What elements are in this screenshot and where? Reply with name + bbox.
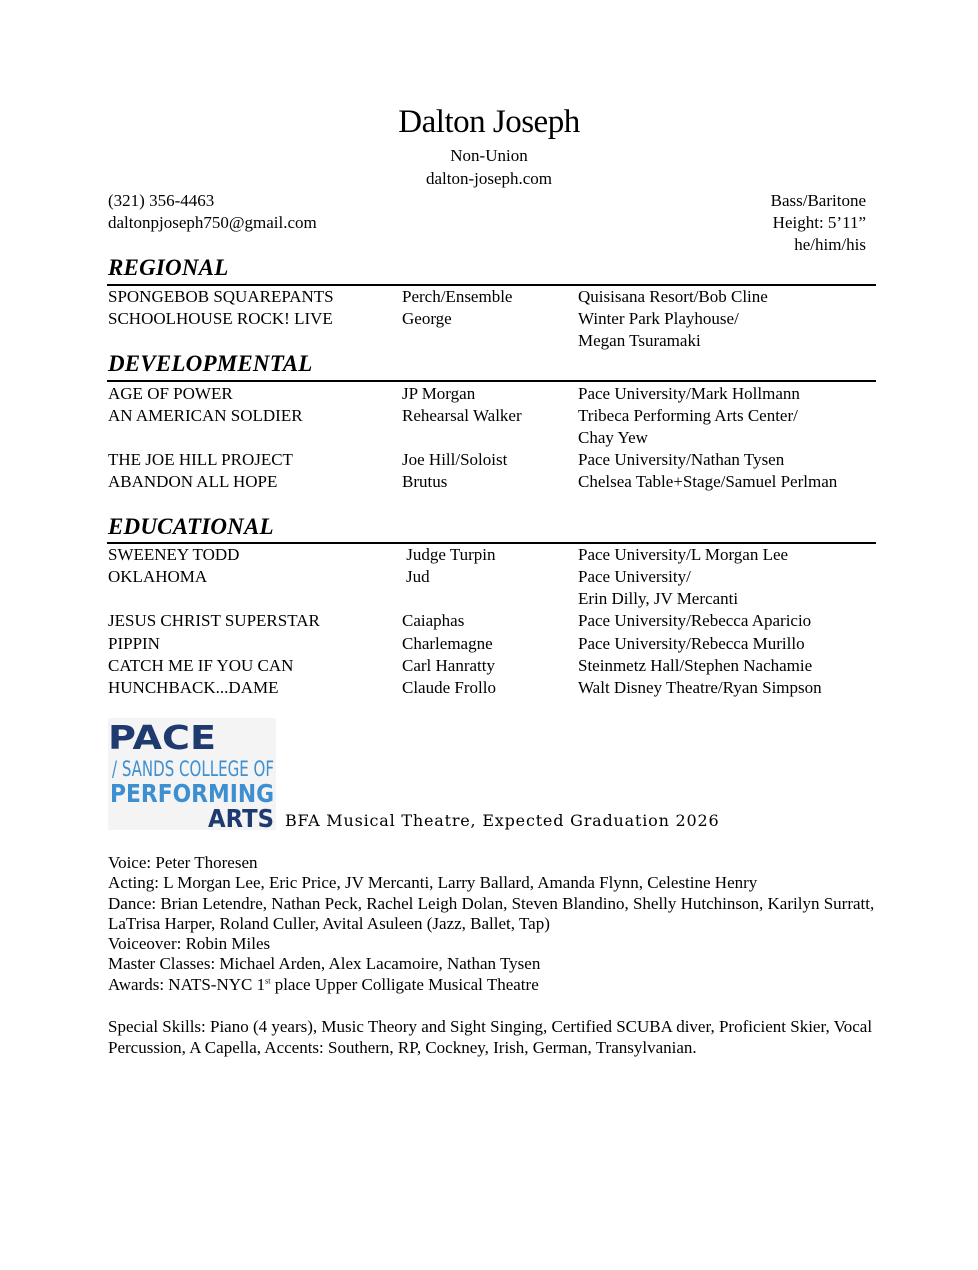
degree-line: BFA Musical Theatre, Expected Graduation 2026 <box>285 811 720 830</box>
credit-show: AN AMERICAN SOLDIER <box>108 406 303 425</box>
credit-venue: Pace University/Mark Hollmann <box>578 384 800 403</box>
credit-show: OKLAHOMA <box>108 567 208 586</box>
credit-venue-continued: Erin Dilly, JV Mercanti <box>578 589 739 608</box>
website: dalton-joseph.com <box>425 169 553 188</box>
training-block <box>108 853 878 995</box>
credit-role: Perch/Ensemble <box>402 287 513 306</box>
training-voice: Voice: Peter Thoresen <box>108 853 258 872</box>
phone: (321) 356-4463 <box>108 191 215 210</box>
logo-line-arts: ARTS <box>208 804 274 833</box>
credit-venue: Pace University/Rebecca Aparicio <box>578 611 812 630</box>
section-title-educational: EDUCATIONAL <box>108 514 274 539</box>
credit-venue: Walt Disney Theatre/Ryan Simpson <box>578 678 822 697</box>
pace-sands-logo <box>108 718 276 833</box>
contact-left <box>108 190 317 234</box>
section-title-regional: REGIONAL <box>108 255 229 280</box>
training-master-classes: Master Classes: Michael Arden, Alex Lacamoire, Nathan Tysen <box>108 954 541 974</box>
pronouns: he/him/his <box>794 235 866 254</box>
credit-show: JESUS CHRIST SUPERSTAR <box>108 611 320 630</box>
credit-role: Carl Hanratty <box>402 656 495 675</box>
credit-venue: Pace University/ <box>578 567 691 586</box>
credit-venue: Pace University/Rebecca Murillo <box>578 634 805 653</box>
credit-show: PIPPIN <box>108 634 160 653</box>
credit-venue-continued: Megan Tsuramaki <box>578 331 701 350</box>
awards-suffix: place Upper Colligate Musical Theatre <box>270 974 539 994</box>
credit-show: THE JOE HILL PROJECT <box>108 450 293 469</box>
section-title-developmental: DEVELOPMENTAL <box>108 351 313 376</box>
logo-line-sands: / SANDS COLLEGE OF <box>112 757 274 781</box>
email: daltonpjoseph750@gmail.com <box>108 213 317 232</box>
credit-show: SPONGEBOB SQUAREPANTS <box>108 287 334 306</box>
performer-name: Dalton Joseph <box>398 104 580 140</box>
credit-venue: Winter Park Playhouse/ <box>578 309 739 328</box>
credit-role: Brutus <box>402 472 448 491</box>
credit-role: Caiaphas <box>402 611 465 630</box>
training-dance: Dance: Brian Letendre, Nathan Peck, Rachel Leigh Dolan, Steven Blandino, Shelly Hutchinson, Karilyn Surratt, LaTrisa Harper, Roland Culler, Avital Asuleen (Jazz, Ballet, Tap) <box>108 893 875 933</box>
credit-show: AGE OF POWER <box>108 384 233 403</box>
awards-prefix: Awards: NATS-NYC 1 <box>108 974 266 994</box>
credit-venue: Steinmetz Hall/Stephen Nachamie <box>578 656 813 675</box>
training-acting: Acting: L Morgan Lee, Eric Price, JV Mercanti, Larry Ballard, Amanda Flynn, Celestine Henry <box>108 873 758 893</box>
credit-venue: Pace University/L Morgan Lee <box>578 545 789 564</box>
contact-right <box>771 190 866 256</box>
special-skills: Special Skills: Piano (4 years), Music Theory and Sight Singing, Certified SCUBA diver, Proficient Skier, Vocal Percussion, A Capella, Accents: Southern, RP, Cockney, Irish, German, Transylvanian. <box>108 1017 873 1057</box>
credit-role: George <box>402 309 452 328</box>
union-status: Non-Union <box>450 146 528 165</box>
credit-role: Rehearsal Walker <box>402 406 522 425</box>
credit-role: Jud <box>406 567 430 586</box>
awards-ordinal: st <box>265 976 271 986</box>
credit-role: Judge Turpin <box>402 545 496 564</box>
credit-venue: Tribeca Performing Arts Center/ <box>578 406 798 425</box>
credit-venue-continued: Chay Yew <box>578 428 648 447</box>
voice-type: Bass/Baritone <box>770 191 866 210</box>
section-divider <box>107 380 876 382</box>
credit-role: Claude Frollo <box>402 678 496 697</box>
training-voiceover: Voiceover: Robin Miles <box>108 934 271 954</box>
credit-role: Joe Hill/Soloist <box>402 450 508 469</box>
credit-show: SCHOOLHOUSE ROCK! LIVE <box>108 309 333 328</box>
training-awards <box>108 975 878 995</box>
logo-line-pace: PACE <box>108 718 216 757</box>
height: Height: 5’11” <box>772 213 866 232</box>
credit-venue: Pace University/Nathan Tysen <box>578 450 785 469</box>
credit-role: Charlemagne <box>402 634 493 653</box>
credit-venue: Chelsea Table+Stage/Samuel Perlman <box>578 472 838 491</box>
credit-show: ABANDON ALL HOPE <box>108 472 278 491</box>
credit-show: HUNCHBACK...DAME <box>108 678 279 697</box>
logo-line-performing: PERFORMING <box>110 779 274 808</box>
credit-show: CATCH ME IF YOU CAN <box>108 656 294 675</box>
credit-role: JP Morgan <box>402 384 476 403</box>
credit-venue: Quisisana Resort/Bob Cline <box>578 287 768 306</box>
credit-show: SWEENEY TODD <box>108 545 240 564</box>
